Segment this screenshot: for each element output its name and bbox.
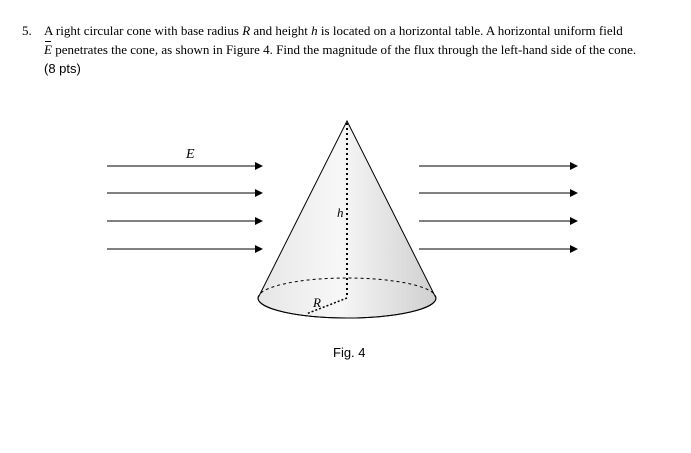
right-field-arrows [419,166,577,249]
problem-number: 5. [22,23,32,38]
figure-caption: Fig. 4 [333,345,366,360]
problem-text-1b: and height [250,23,312,38]
height-label: h [337,205,344,220]
field-vector-symbol: E [44,42,52,57]
problem-text-1a: A right circular cone with base radius [44,23,243,38]
points-label: (8 pts) [44,61,81,76]
radius-label: R [313,295,321,310]
problem-text-1c: is located on a horizontal table. A horizontal uniform field [317,23,623,38]
problem-text-2: penetrates the cone, as shown in Figure 4. Find the magnitude of the flux through the left-hand side of the cone. [51,42,637,57]
left-field-arrows [107,166,262,249]
radius-symbol: R [242,23,251,38]
height-symbol: h [311,23,318,38]
field-label: E [186,147,195,162]
